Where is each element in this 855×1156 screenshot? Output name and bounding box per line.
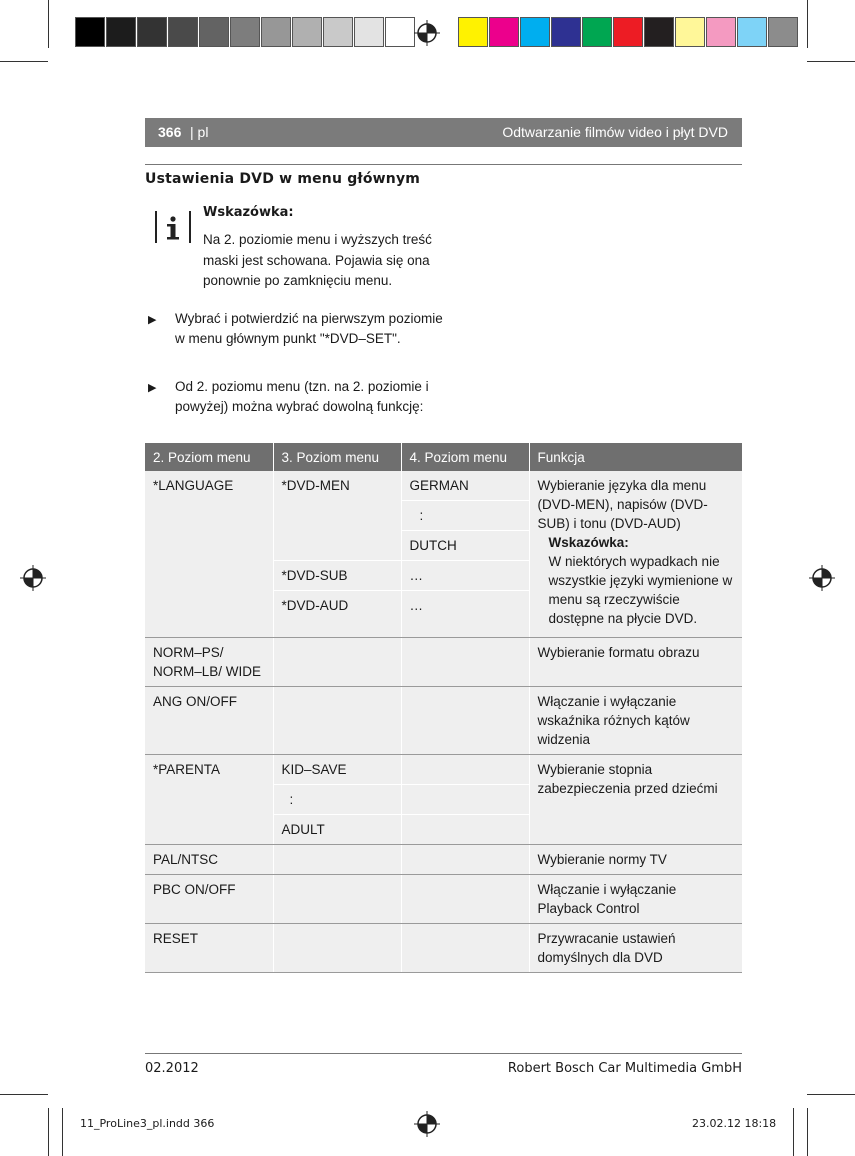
table-cell: PAL/NTSC	[145, 845, 273, 875]
color-swatch	[613, 17, 643, 47]
table-row	[145, 638, 742, 687]
column-header: 3. Poziom menu	[273, 443, 401, 471]
table-cell: …	[401, 591, 529, 638]
slug-timestamp: 23.02.12 18:18	[692, 1117, 777, 1130]
footer-divider	[145, 1053, 742, 1054]
table-cell: Przywracanie ustawień domyślnych dla DVD	[529, 924, 742, 973]
table-cell: ANG ON/OFF	[145, 687, 273, 755]
page-language: | pl	[190, 124, 209, 140]
table-cell	[529, 471, 742, 638]
note-title: Wskazówka:	[203, 205, 294, 220]
table-cell: *DVD-SUB	[273, 561, 401, 591]
function-text: Wybieranie języka dla menu (DVD-MEN), napisów (DVD-SUB) i tonu (DVD-AUD)	[537, 478, 708, 531]
color-swatch	[199, 17, 229, 47]
table-cell: *DVD-MEN	[273, 471, 401, 561]
table-cell	[401, 875, 529, 924]
crop-mark	[48, 0, 49, 48]
table-cell: GERMAN	[401, 471, 529, 501]
color-swatch	[489, 17, 519, 47]
slug-filename: 11_ProLine3_pl.indd 366	[80, 1117, 215, 1130]
color-swatch	[582, 17, 612, 47]
color-swatch	[137, 17, 167, 47]
footer-company: Robert Bosch Car Multimedia GmbH	[507, 1061, 742, 1076]
table-cell: Włączanie i wyłączanie Playback Control	[529, 875, 742, 924]
table-cell: *DVD-AUD	[273, 591, 401, 638]
note-text: Na 2. poziomie menu i wyższych treść maski jest schowana. Pojawia się ona ponownie po zamknięciu menu.	[203, 232, 432, 288]
color-swatch	[354, 17, 384, 47]
crop-mark	[0, 1094, 48, 1095]
color-swatch	[737, 17, 767, 47]
crop-mark	[807, 1094, 855, 1095]
section-title: Ustawienia DVD w menu głównym	[145, 171, 421, 187]
color-swatch	[292, 17, 322, 47]
color-swatch	[768, 17, 798, 47]
color-swatch	[520, 17, 550, 47]
instruction-item: Od 2. poziomu menu (tzn. na 2. poziomie i powyżej) można wybrać dowolną funkcję:	[175, 379, 429, 414]
instruction-item: Wybrać i potwierdzić na pierwszym poziomie w menu głównym punkt "*DVD–SET".	[175, 311, 443, 346]
table-header-row	[145, 443, 742, 471]
column-header: 4. Poziom menu	[401, 443, 529, 471]
table-cell	[401, 815, 529, 845]
info-icon	[155, 210, 191, 244]
table-row	[145, 687, 742, 755]
cell-note-title: Wskazówka:	[548, 535, 629, 550]
table-cell: :	[273, 785, 401, 815]
grayscale-bar	[75, 17, 416, 47]
color-swatch	[644, 17, 674, 47]
table-cell	[273, 845, 401, 875]
table-cell	[273, 875, 401, 924]
table-cell	[401, 638, 529, 687]
crop-mark	[0, 61, 48, 62]
table-cell	[401, 755, 529, 785]
table-row	[145, 471, 742, 501]
registration-mark-icon	[414, 1111, 440, 1137]
color-bar	[458, 17, 799, 47]
bullet-arrow-icon: ▶	[148, 314, 157, 326]
cell-note-text: W niektórych wypadkach nie wszystkie języki wymienione w menu są rzeczywiście dostępne na płycie DVD.	[548, 554, 733, 626]
color-swatch	[551, 17, 581, 47]
color-swatch	[168, 17, 198, 47]
table-cell: Wybieranie normy TV	[529, 845, 742, 875]
crop-mark	[807, 0, 808, 48]
table-cell: Wybieranie formatu obrazu	[529, 638, 742, 687]
color-swatch	[706, 17, 736, 47]
table-cell: KID–SAVE	[273, 755, 401, 785]
color-swatch	[458, 17, 488, 47]
table-cell: :	[401, 501, 529, 531]
crop-mark	[793, 1108, 794, 1156]
registration-mark-icon	[20, 565, 46, 591]
table-row	[145, 924, 742, 973]
table-cell: …	[401, 561, 529, 591]
chapter-title: Odtwarzanie filmów video i płyt DVD	[502, 124, 728, 140]
table-cell: NORM–PS/ NORM–LB/ WIDE	[145, 638, 273, 687]
color-swatch	[261, 17, 291, 47]
table-cell	[273, 638, 401, 687]
table-cell: Wybieranie stopnia zabezpieczenia przed dziećmi	[529, 755, 742, 845]
color-swatch	[385, 17, 415, 47]
table-cell	[273, 924, 401, 973]
divider	[145, 164, 742, 165]
color-swatch	[75, 17, 105, 47]
table-cell: DUTCH	[401, 531, 529, 561]
table-cell: RESET	[145, 924, 273, 973]
color-swatch	[323, 17, 353, 47]
page-header	[145, 118, 742, 147]
column-header: Funkcja	[529, 443, 742, 471]
footer-date: 02.2012	[145, 1061, 199, 1076]
table-cell	[401, 687, 529, 755]
color-swatch	[675, 17, 705, 47]
table-cell	[273, 687, 401, 755]
color-swatch	[106, 17, 136, 47]
dvd-settings-table	[145, 443, 742, 973]
table-row	[145, 845, 742, 875]
table-row	[145, 875, 742, 924]
table-cell: PBC ON/OFF	[145, 875, 273, 924]
table-cell: *LANGUAGE	[145, 471, 273, 638]
column-header: 2. Poziom menu	[145, 443, 273, 471]
page-number: 366	[158, 124, 182, 140]
crop-mark	[62, 1108, 63, 1156]
table-cell	[401, 924, 529, 973]
table-cell	[401, 845, 529, 875]
color-swatch	[230, 17, 260, 47]
crop-mark	[807, 1108, 808, 1156]
bullet-arrow-icon: ▶	[148, 382, 157, 394]
crop-mark	[807, 61, 855, 62]
registration-mark-icon	[809, 565, 835, 591]
registration-mark-icon	[414, 20, 440, 46]
table-row	[145, 755, 742, 785]
crop-mark	[48, 1108, 49, 1156]
table-cell	[401, 785, 529, 815]
table-cell: Włączanie i wyłączanie wskaźnika różnych kątów widzenia	[529, 687, 742, 755]
table-cell: ADULT	[273, 815, 401, 845]
table-cell: *PARENTA	[145, 755, 273, 845]
